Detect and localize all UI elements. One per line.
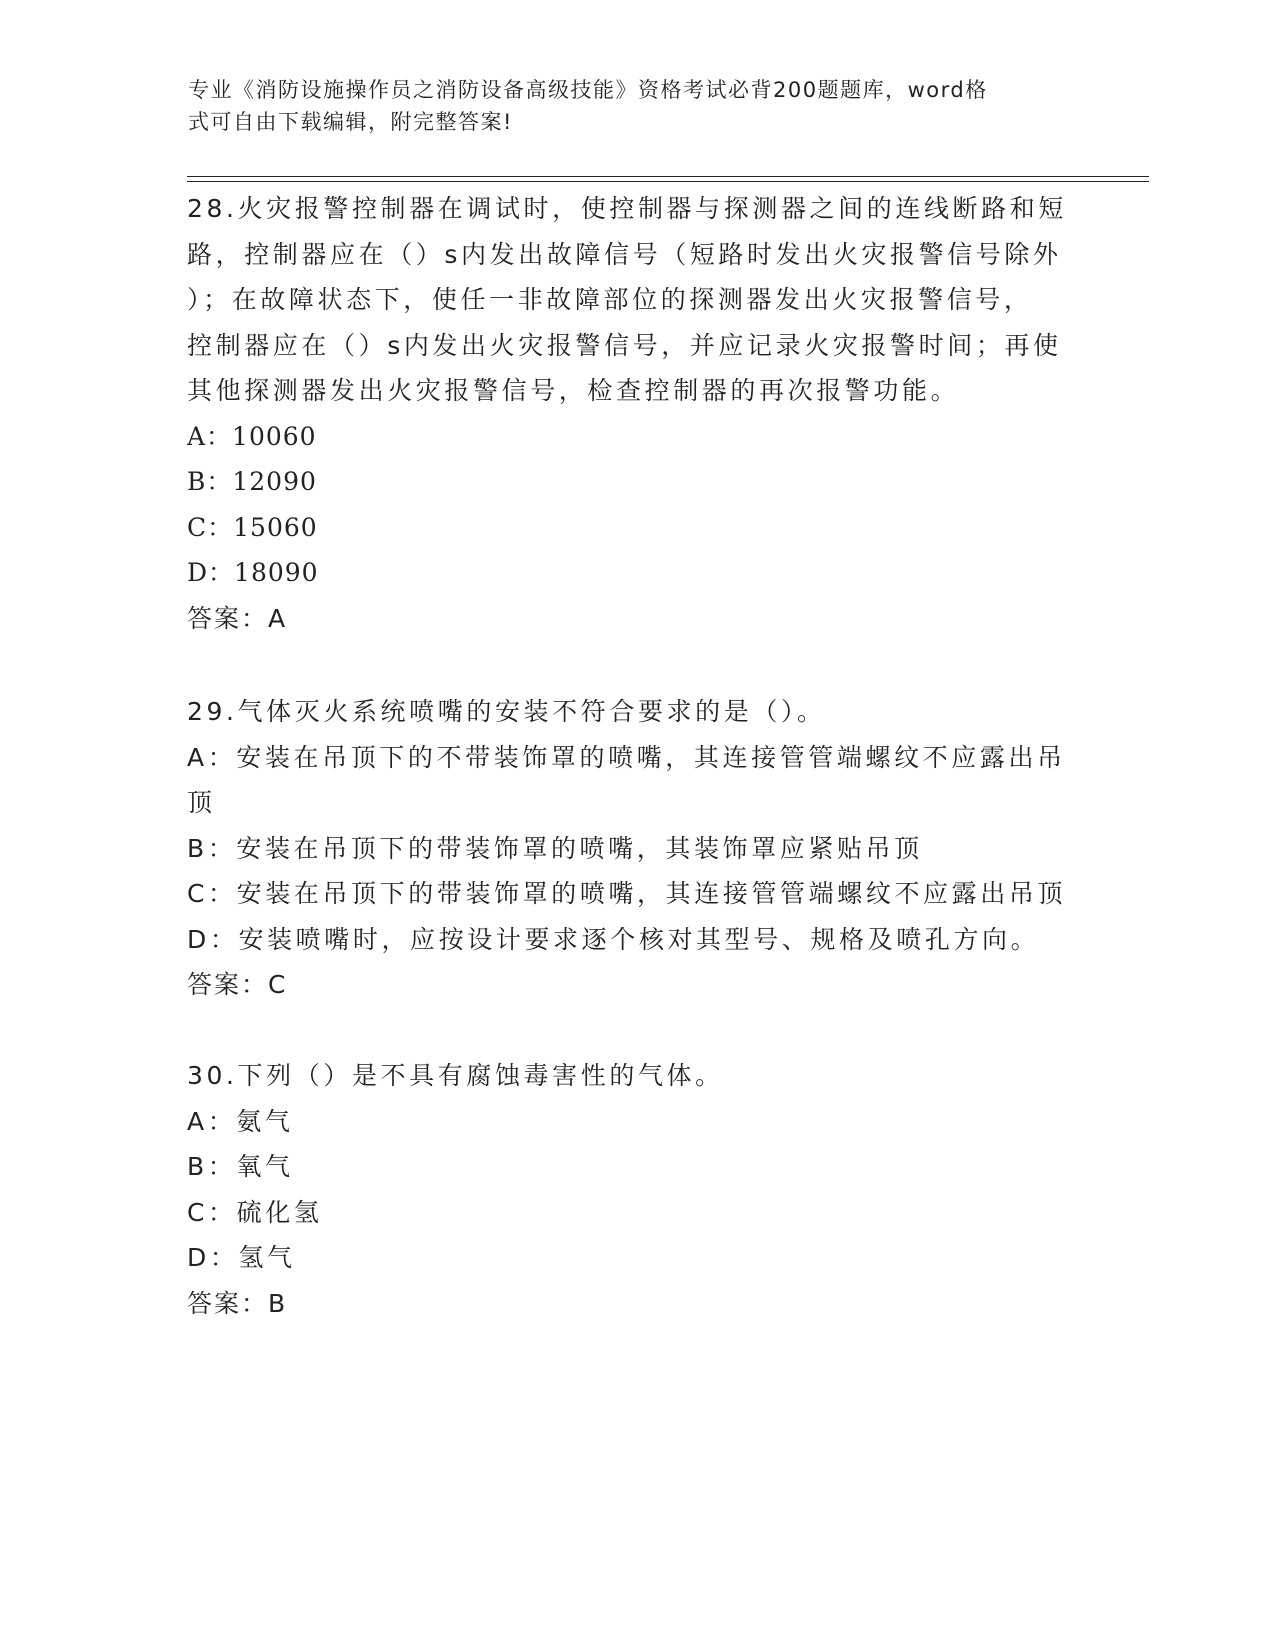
header-line-2: 式可自由下载编辑，附完整答案!	[188, 110, 513, 134]
option-b: B：氧气	[187, 1152, 294, 1181]
document-header	[188, 74, 1068, 138]
option-b: B：安装在吊顶下的带装饰罩的喷嘴，其装饰罩应紧贴吊顶	[187, 833, 923, 863]
question-stem-line: 路，控制器应在（）s内发出故障信号（短路时发出火灾报警信号除外	[187, 239, 1062, 269]
option-c: C：硫化氢	[187, 1197, 323, 1227]
option-d: D：氢气	[187, 1243, 296, 1272]
question-29	[187, 689, 1087, 1008]
option-a: A：安装在吊顶下的不带装饰罩的喷嘴，其连接管管端螺纹不应露出吊	[187, 742, 1066, 772]
header-line-1: 专业《消防设施操作员之消防设备高级技能》资格考试必背200题题库，word格	[188, 78, 988, 102]
answer-label: 答案：B	[187, 1288, 288, 1318]
option-c: C：安装在吊顶下的带装饰罩的喷嘴，其连接管管端螺纹不应露出吊顶	[187, 879, 1067, 908]
option-a-continuation: 顶	[187, 788, 216, 817]
option-a: A：氨气	[187, 1106, 294, 1136]
question-stem-line: 28.火灾报警控制器在调试时，使控制器与探测器之间的连线断路和短	[187, 194, 1067, 223]
question-28	[187, 186, 1087, 641]
option-d: D：18090	[187, 558, 319, 587]
option-d: D：安装喷嘴时，应按设计要求逐个核对其型号、规格及喷孔方向。	[187, 924, 1040, 954]
question-30	[187, 1053, 1087, 1326]
question-stem-line: 29.气体灭火系统喷嘴的安装不符合要求的是（）。	[187, 697, 826, 726]
option-a: A：10060	[187, 421, 317, 451]
answer-label: 答案：C	[187, 970, 288, 999]
option-c: C：15060	[187, 512, 318, 542]
option-b: B：12090	[187, 467, 317, 496]
question-stem-line: ）；在故障状态下，使任一非故障部位的探测器发出火灾报警信号，	[187, 285, 1033, 314]
header-divider-top	[187, 176, 1149, 177]
question-stem-line: 其他探测器发出火灾报警信号，检查控制器的再次报警功能。	[187, 376, 960, 405]
question-stem-line: 控制器应在（）s内发出火灾报警信号，并应记录火灾报警时间；再使	[187, 330, 1062, 360]
header-divider-bottom	[187, 181, 1149, 182]
answer-label: 答案：A	[187, 603, 288, 633]
question-stem-line: 30.下列（）是不具有腐蚀毒害性的气体。	[187, 1061, 724, 1090]
